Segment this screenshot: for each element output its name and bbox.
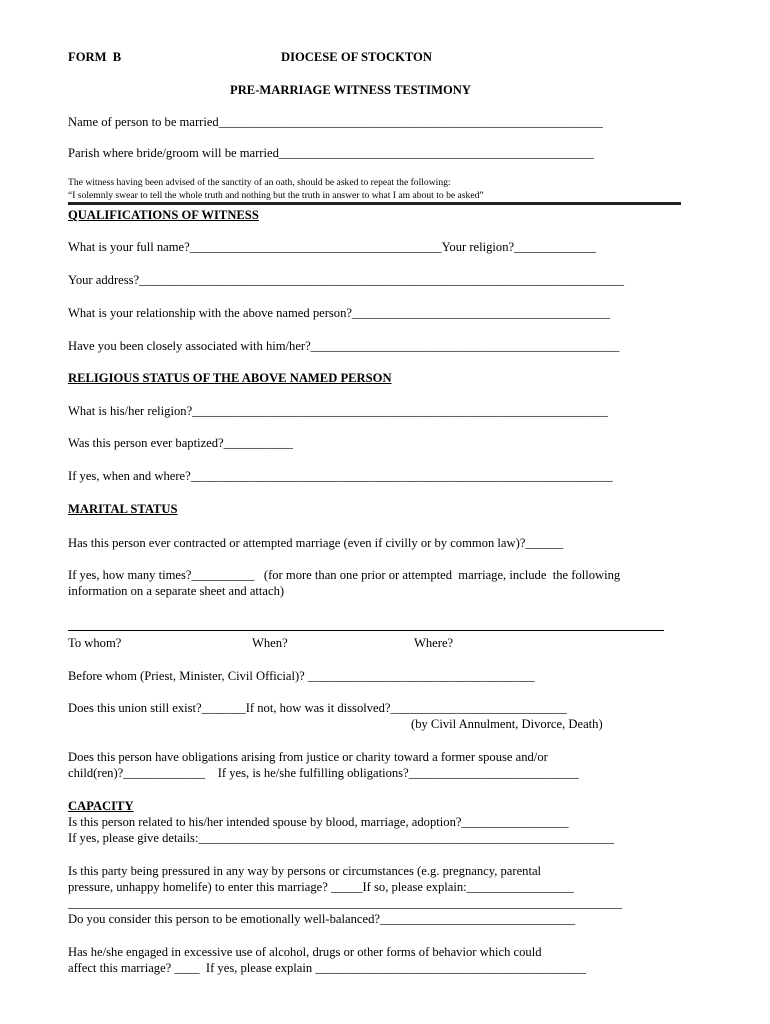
how-many-times-field[interactable]: If yes, how many times?__________ (for more than one prior or attempted marriage, include the following	[68, 568, 621, 582]
to-whom-label: To whom?	[68, 636, 122, 650]
qualifications-heading: QUALIFICATIONS OF WITNESS	[68, 208, 259, 222]
full-name-religion-field[interactable]: What is your full name?________________________________________Your religion?_____________	[68, 240, 596, 254]
contracted-marriage-field[interactable]: Has this person ever contracted or attempted marriage (even if civilly or by common law)?______	[68, 536, 564, 550]
explain-blank-line[interactable]: ________________________________________________________________________________________	[68, 896, 623, 910]
where-label: Where?	[414, 636, 454, 650]
details-field[interactable]: If yes, please give details:__________________________________________________________________	[68, 831, 615, 845]
how-many-times-note: information on a separate sheet and attach)	[68, 584, 285, 598]
obligations-field[interactable]: child(ren)?_____________ If yes, is he/she fulfilling obligations?___________________________	[68, 766, 579, 780]
baptized-field[interactable]: Was this person ever baptized?___________	[68, 436, 293, 450]
name-of-person-field[interactable]: Name of person to be married_____________________________________________________________	[68, 115, 603, 129]
emotional-field[interactable]: Do you consider this person to be emotionally well-balanced?_______________________________	[68, 912, 576, 926]
form-label: FORM B	[68, 50, 122, 64]
associated-field[interactable]: Have you been closely associated with him/her?_________________________________________________	[68, 339, 620, 353]
pressured-text: Is this party being pressured in any way by persons or circumstances (e.g. pregnancy, parental	[68, 864, 542, 878]
diocese-title: DIOCESE OF STOCKTON	[281, 50, 432, 64]
religious-status-heading: RELIGIOUS STATUS OF THE ABOVE NAMED PERSON	[68, 371, 392, 385]
related-field[interactable]: Is this person related to his/her intended spouse by blood, marriage, adoption?_________________	[68, 815, 569, 829]
oath-text: “I solemnly swear to tell the whole truth and nothing but the truth in answer to what I am about to be asked”	[68, 190, 484, 201]
parish-field[interactable]: Parish where bride/groom will be married__________________________________________________	[68, 146, 594, 160]
when-where-field[interactable]: If yes, when and where?___________________________________________________________________	[68, 469, 613, 483]
before-whom-field[interactable]: Before whom (Priest, Minister, Civil Official)? ____________________________________	[68, 669, 535, 683]
oath-note: The witness having been advised of the sanctity of an oath, should be asked to repeat the following:	[68, 177, 451, 188]
religion-field[interactable]: What is his/her religion?__________________________________________________________________	[68, 404, 608, 418]
when-label: When?	[252, 636, 288, 650]
section-divider	[68, 202, 681, 205]
page-title: PRE-MARRIAGE WITNESS TESTIMONY	[230, 83, 471, 97]
dissolved-note: (by Civil Annulment, Divorce, Death)	[411, 717, 603, 731]
union-exist-field[interactable]: Does this union still exist?_______If not, how was it dissolved?____________________________	[68, 701, 567, 715]
pressured-field[interactable]: pressure, unhappy homelife) to enter this marriage? _____If so, please explain:_________________	[68, 880, 574, 894]
relationship-field[interactable]: What is your relationship with the above named person?_________________________________________	[68, 306, 611, 320]
obligations-text: Does this person have obligations arising from justice or charity toward a former spouse and/or	[68, 750, 548, 764]
alcohol-text: Has he/she engaged in excessive use of alcohol, drugs or other forms of behavior which could	[68, 945, 542, 959]
marital-status-heading: MARITAL STATUS	[68, 502, 178, 516]
alcohol-field[interactable]: affect this marriage? ____ If yes, please explain ___________________________________________	[68, 961, 587, 975]
capacity-heading: CAPACITY	[68, 799, 134, 813]
address-field[interactable]: Your address?_____________________________________________________________________________	[68, 273, 624, 287]
prior-marriage-line[interactable]	[68, 630, 664, 631]
